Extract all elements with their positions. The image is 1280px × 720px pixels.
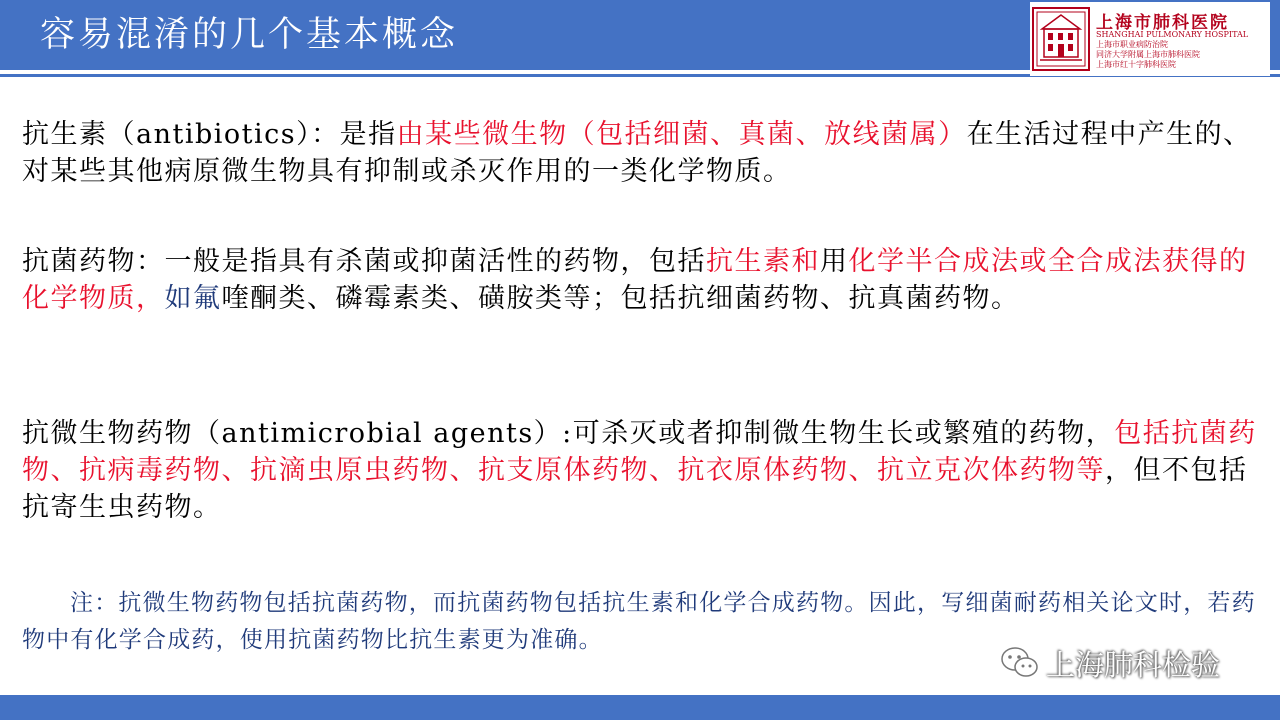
p2-text-mid: 用 (820, 246, 849, 277)
footer-bar (0, 695, 1280, 720)
definition-antimicrobial-agents (22, 415, 1262, 526)
definition-antibiotics (22, 116, 1262, 190)
logo-line: SHANGHAI PULMONARY HOSPITAL (1096, 30, 1249, 39)
logo-line: 同济大学附属上海市肺科医院 (1096, 50, 1200, 59)
hospital-building-icon (1030, 5, 1092, 73)
p1-emphasis: 由某些微生物（包括细菌、真菌、放线菌属） (396, 119, 967, 150)
logo-line: 上海市红十字肺科医院 (1096, 60, 1176, 69)
logo-line: 上海市职业病防治院 (1096, 40, 1168, 49)
p1-text-end: 在生活过程中产生的、对某些其他病原微生物具有抑制或杀灭作用的一类化学物质。 (22, 119, 1252, 187)
logo-name: 上海市肺科医院 (1096, 13, 1229, 33)
p2-text-end: 喹酮类、磷霉素类、磺胺类等；包括抗细菌药物、抗真菌药物。 (221, 283, 1020, 314)
hospital-logo (1030, 2, 1270, 76)
p3-text: 抗微生物药物（antimicrobial agents）:可杀灭或者抑制微生物生长或繁殖的药物， (22, 418, 1115, 449)
logo-subtitle (1096, 30, 1248, 70)
note-paragraph: 注：抗微生物药物包括抗菌药物，而抗菌药物包括抗生素和化学合成药物。因此，写细菌耐药相关论文时，若药物中有化学合成药，使用抗菌药物比抗生素更为准确。 (22, 590, 1256, 653)
wechat-icon (1000, 645, 1040, 681)
slide-title: 容易混淆的几个基本概念 (40, 15, 459, 55)
watermark (1000, 643, 1220, 683)
p1-text: 抗生素（antibiotics）：是指 (22, 119, 397, 150)
p2-text: 抗菌药物：一般是指具有杀菌或抑菌活性的药物，包括 (22, 246, 706, 277)
watermark-text: 上海肺科检验 (1046, 647, 1221, 682)
p2-emphasis-2: 化学半合成法或全合成法获得的化学物质， (22, 246, 1248, 314)
p2-emphasis: 抗生素和 (706, 246, 820, 277)
p2-example: 如氟 (164, 283, 222, 314)
definition-antibacterial-drugs (22, 243, 1262, 317)
p3-emphasis: 包括抗菌药物、抗病毒药物、抗滴虫原虫药物、抗支原体药物、抗衣原体药物、抗立克次体药物等 (22, 418, 1257, 486)
p3-text-end: ，但不包括抗寄生虫药物。 (22, 455, 1248, 523)
